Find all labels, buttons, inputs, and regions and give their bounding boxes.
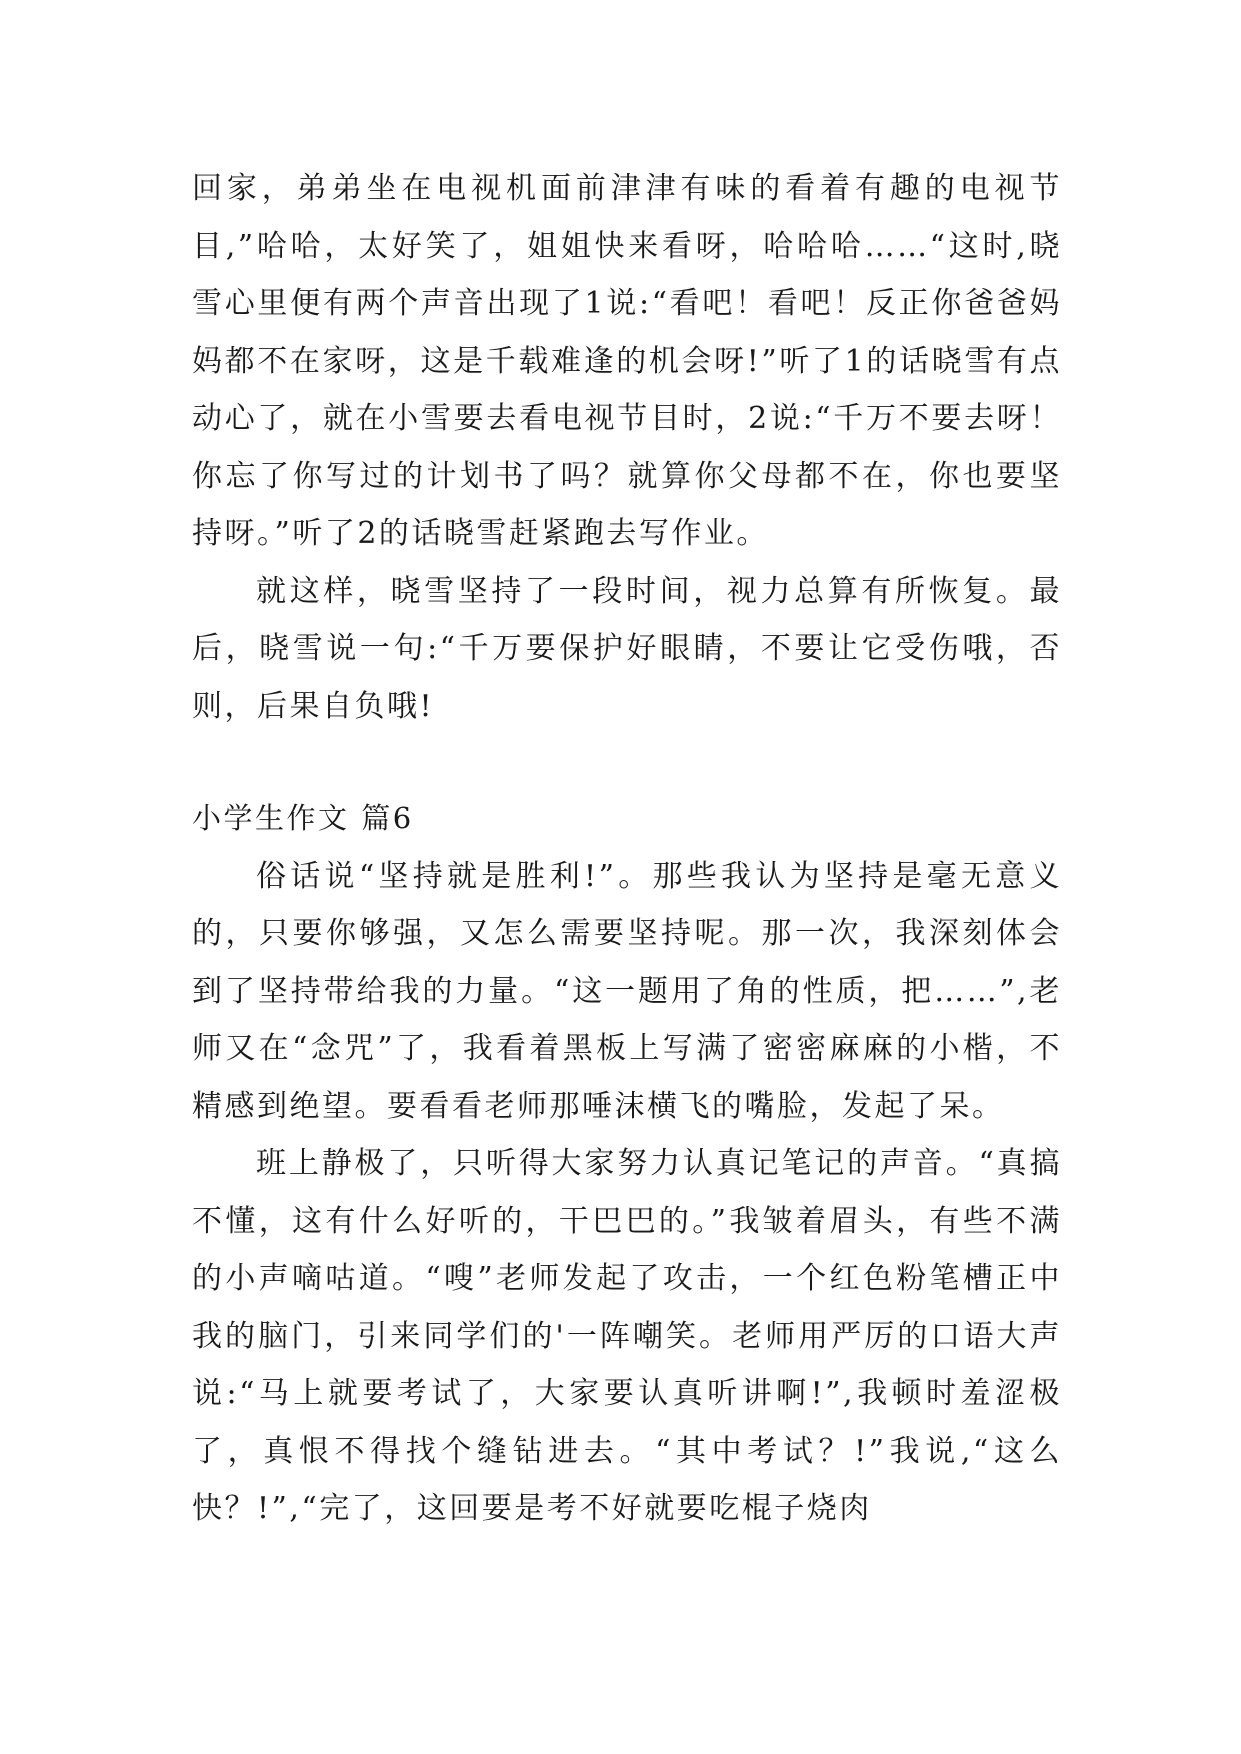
document-body (192, 160, 1062, 1538)
paragraph-intro: 俗话说“坚持就是胜利!”。那些我认为坚持是毫无意义的，只要你够强，又怎么需要坚持呢。那一次，我深刻体会到了坚持带给我的力量。“这一题用了角的性质，把……”,老师又在“念咒”了，我看着黑板上写满了密密麻麻的小楷，不精感到绝望。要看看老师那唾沫横飞的嘴脸，发起了呆。 (192, 858, 1062, 1124)
section-heading: 小学生作文 篇6 (192, 801, 414, 835)
paragraph-classroom: 班上静极了，只听得大家努力认真记笔记的声音。“真搞不懂，这有什么好听的，干巴巴的。”我皱着眉头，有些不满的小声嘀咕道。“嗖”老师发起了攻击，一个红色粉笔槽正中我的脑门，引来同学们的'一阵嘲笑。老师用严厉的口语大声说:“马上就要考试了，大家要认真听讲啊!”,我顿时羞涩极了，真恨不得找个缝钻进去。“其中考试？!”我说,“这么快？!”,“完了，这回要是考不好就要吃棍子烧肉 (192, 1146, 1062, 1526)
paragraph-conclusion: 就这样，晓雪坚持了一段时间，视力总算有所恢复。最后，晓雪说一句:“千万要保护好眼睛，不要让它受伤哦，否则，后果自负哦! (192, 573, 1062, 724)
paragraph-continued: 回家，弟弟坐在电视机面前津津有味的看着有趣的电视节目,”哈哈，太好笑了，姐姐快来看呀，哈哈哈……“这时,晓雪心里便有两个声音出现了1说:“看吧！看吧！反正你爸爸妈妈都不在家呀，这是千载难逢的机会呀!”听了1的话晓雪有点动心了，就在小雪要去看电视节目时，2说:“千万不要去呀！你忘了你写过的计划书了吗？就算你父母都不在，你也要坚持呀。”听了2的话晓雪赶紧跑去写作业。 (192, 171, 1062, 551)
